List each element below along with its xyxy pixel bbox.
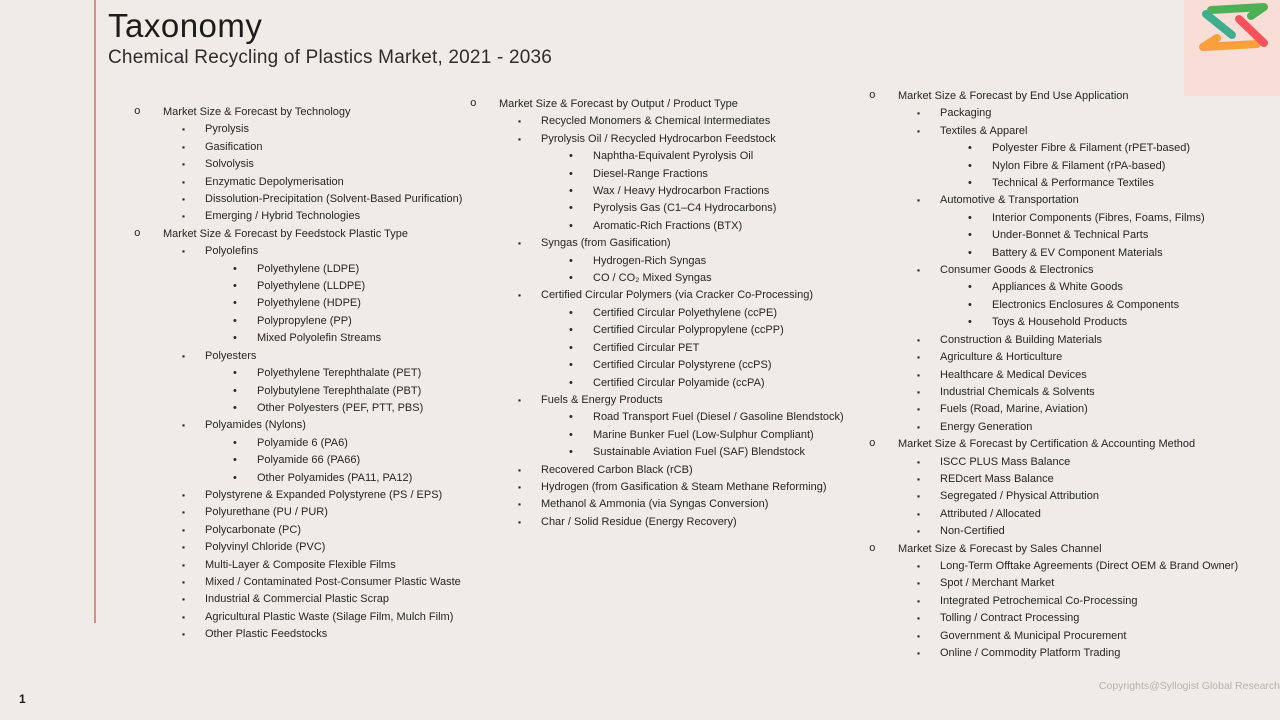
list-item-label: Agricultural Plastic Waste (Silage Film, Mulch Film) — [205, 610, 454, 623]
square-bullet-icon: ▪ — [917, 595, 921, 606]
circle-bullet-icon: o — [134, 106, 141, 118]
list-item — [466, 287, 850, 304]
list-item-label: Hydrogen-Rich Syngas — [593, 254, 707, 267]
list-item — [466, 183, 850, 200]
square-bullet-icon: ▪ — [917, 613, 921, 624]
list-item — [130, 609, 508, 626]
list-item — [466, 113, 850, 130]
taxonomy-column-3 — [865, 88, 1280, 662]
list-item-label: Interior Components (Fibres, Foams, Films) — [992, 211, 1205, 224]
list-item-label: Automotive & Transportation — [940, 194, 1079, 207]
list-item — [865, 419, 1280, 436]
list-item — [865, 140, 1280, 157]
list-item — [865, 175, 1280, 192]
list-item-label: Recycled Monomers & Chemical Intermediates — [541, 115, 771, 128]
list-item-label: Polyvinyl Chloride (PVC) — [205, 541, 326, 554]
dot-bullet-icon: • — [233, 332, 237, 345]
list-item-label: Packaging — [940, 107, 992, 120]
list-item — [130, 487, 508, 504]
list-item-label: Naphtha-Equivalent Pyrolysis Oil — [593, 150, 754, 163]
list-item — [865, 88, 1280, 105]
list-item — [865, 262, 1280, 279]
list-item-label: Electronics Enclosures & Components — [992, 298, 1180, 311]
list-item-label: Mixed / Contaminated Post-Consumer Plastic Waste — [205, 575, 461, 588]
copyright-text: Copyrights@Syllogist Global Research — [1098, 680, 1280, 692]
list-item-label: Market Size & Forecast by Feedstock Plastic Type — [163, 227, 408, 240]
list-item — [130, 417, 508, 434]
dot-bullet-icon: • — [233, 367, 237, 380]
list-item-label: Other Polyamides (PA11, PA12) — [257, 471, 413, 484]
list-item — [130, 470, 508, 487]
list-item-label: Government & Municipal Procurement — [940, 629, 1127, 642]
square-bullet-icon: ▪ — [182, 176, 186, 187]
square-bullet-icon: ▪ — [518, 290, 522, 301]
list-item — [865, 454, 1280, 471]
list-item — [865, 245, 1280, 262]
dot-bullet-icon: • — [569, 306, 573, 319]
slide-header — [108, 6, 552, 69]
list-item — [865, 384, 1280, 401]
list-item-label: Aromatic-Rich Fractions (BTX) — [593, 219, 743, 232]
list-item-label: Market Size & Forecast by Sales Channel — [898, 542, 1102, 555]
list-item — [466, 496, 850, 513]
dot-bullet-icon: • — [233, 314, 237, 327]
dot-bullet-icon: • — [569, 359, 573, 372]
list-item-label: Nylon Fibre & Filament (rPA-based) — [992, 159, 1166, 172]
list-item-label: Non-Certified — [940, 525, 1005, 538]
list-item — [130, 330, 508, 347]
taxonomy-list — [865, 88, 1280, 662]
list-item-label: Syngas (from Gasification) — [541, 237, 671, 250]
square-bullet-icon: ▪ — [182, 124, 186, 135]
circle-bullet-icon: o — [869, 542, 876, 555]
list-item — [865, 297, 1280, 314]
dot-bullet-icon: • — [569, 202, 573, 215]
list-item — [466, 305, 850, 322]
list-item — [130, 452, 508, 469]
list-item — [865, 506, 1280, 523]
list-item-label: Long-Term Offtake Agreements (Direct OEM & Brand Owner) — [940, 559, 1239, 572]
list-item — [865, 349, 1280, 366]
square-bullet-icon: ▪ — [182, 350, 186, 361]
dot-bullet-icon: • — [569, 341, 573, 354]
dot-bullet-icon: • — [968, 298, 972, 311]
list-item — [130, 348, 508, 365]
square-bullet-icon: ▪ — [182, 194, 186, 205]
taxonomy-list — [130, 104, 508, 644]
dot-bullet-icon: • — [569, 167, 573, 180]
list-item-label: Certified Circular Polypropylene (ccPP) — [593, 324, 784, 337]
list-item — [466, 218, 850, 235]
list-item — [466, 409, 850, 426]
list-item — [865, 436, 1280, 453]
list-item-label: Certified Circular Polyamide (ccPA) — [593, 376, 765, 389]
list-item-label: Polyethylene Terephthalate (PET) — [257, 367, 422, 380]
taxonomy-column-2 — [466, 96, 850, 531]
list-item — [130, 574, 508, 591]
square-bullet-icon: ▪ — [182, 611, 186, 622]
list-item — [466, 392, 850, 409]
list-item-label: Polyurethane (PU / PUR) — [205, 506, 328, 519]
list-item — [865, 645, 1280, 662]
list-item — [130, 243, 508, 260]
list-item-label: Road Transport Fuel (Diesel / Gasoline Blendstock) — [593, 411, 844, 424]
list-item — [466, 148, 850, 165]
square-bullet-icon: ▪ — [917, 108, 921, 119]
square-bullet-icon: ▪ — [917, 491, 921, 502]
list-item — [130, 383, 508, 400]
list-item-label: Sustainable Aviation Fuel (SAF) Blendstock — [593, 446, 805, 459]
square-bullet-icon: ▪ — [518, 516, 522, 527]
list-item-label: Recovered Carbon Black (rCB) — [541, 463, 693, 476]
dot-bullet-icon: • — [968, 211, 972, 224]
list-item-label: Certified Circular Polyethylene (ccPE) — [593, 306, 778, 319]
list-item-label: Polyethylene (LLDPE) — [257, 280, 366, 293]
list-item — [865, 227, 1280, 244]
dot-bullet-icon: • — [569, 185, 573, 198]
square-bullet-icon: ▪ — [182, 489, 186, 500]
list-item-label: Market Size & Forecast by Output / Product Type — [499, 98, 738, 110]
dot-bullet-icon: • — [968, 142, 972, 155]
list-item-label: Toys & Household Products — [992, 316, 1128, 329]
dot-bullet-icon: • — [233, 384, 237, 397]
list-item-label: Agriculture & Horticulture — [940, 351, 1063, 364]
list-item — [130, 400, 508, 417]
list-item — [130, 226, 508, 243]
list-item-label: Polyethylene (HDPE) — [257, 297, 361, 310]
list-item — [865, 558, 1280, 575]
list-item — [130, 191, 508, 208]
list-item — [130, 295, 508, 312]
dot-bullet-icon: • — [569, 324, 573, 337]
list-item — [130, 121, 508, 138]
square-bullet-icon: ▪ — [917, 125, 921, 136]
list-item-label: Polyesters — [205, 349, 257, 362]
company-logo-icon — [1194, 2, 1274, 58]
square-bullet-icon: ▪ — [182, 141, 186, 152]
list-item — [130, 365, 508, 382]
list-item-label: Energy Generation — [940, 420, 1033, 433]
square-bullet-icon: ▪ — [518, 499, 522, 510]
list-item-label: Tolling / Contract Processing — [940, 612, 1080, 625]
list-item — [865, 610, 1280, 627]
logo-panel — [1184, 0, 1280, 96]
list-item-label: Pyrolysis Gas (C1–C4 Hydrocarbons) — [593, 202, 777, 215]
list-item — [130, 104, 508, 121]
list-item-label: Attributed / Allocated — [940, 507, 1041, 520]
list-item — [865, 593, 1280, 610]
square-bullet-icon: ▪ — [518, 464, 522, 475]
page-title: Taxonomy — [108, 7, 263, 44]
list-item-label: Enzymatic Depolymerisation — [205, 175, 344, 188]
square-bullet-icon: ▪ — [917, 421, 921, 432]
square-bullet-icon: ▪ — [182, 559, 186, 570]
list-item-label: Market Size & Forecast by Certification & Accounting Method — [898, 438, 1196, 451]
dot-bullet-icon: • — [569, 411, 573, 424]
list-item — [130, 208, 508, 225]
dot-bullet-icon: • — [968, 246, 972, 259]
dot-bullet-icon: • — [569, 272, 573, 285]
dot-bullet-icon: • — [968, 159, 972, 172]
dot-bullet-icon: • — [968, 229, 972, 242]
list-item-label: Multi-Layer & Composite Flexible Films — [205, 558, 396, 571]
list-item-label: Segregated / Physical Attribution — [940, 490, 1099, 503]
list-item — [865, 575, 1280, 592]
dot-bullet-icon: • — [968, 177, 972, 190]
dot-bullet-icon: • — [233, 471, 237, 484]
square-bullet-icon: ▪ — [917, 369, 921, 380]
dot-bullet-icon: • — [968, 316, 972, 329]
list-item-label: REDcert Mass Balance — [940, 472, 1054, 485]
list-item-label: Char / Solid Residue (Energy Recovery) — [541, 515, 737, 528]
dot-bullet-icon: • — [569, 446, 573, 459]
list-item — [130, 278, 508, 295]
square-bullet-icon: ▪ — [182, 159, 186, 170]
square-bullet-icon: ▪ — [917, 265, 921, 276]
dot-bullet-icon: • — [569, 428, 573, 441]
list-item-label: Polypropylene (PP) — [257, 314, 352, 327]
list-item — [865, 471, 1280, 488]
list-item — [865, 279, 1280, 296]
list-item — [466, 200, 850, 217]
dot-bullet-icon: • — [569, 376, 573, 389]
list-item — [130, 139, 508, 156]
square-bullet-icon: ▪ — [917, 352, 921, 363]
list-item-label: Other Polyesters (PEF, PTT, PBS) — [257, 401, 424, 414]
square-bullet-icon: ▪ — [182, 576, 186, 587]
list-item-label: Polybutylene Terephthalate (PBT) — [257, 384, 422, 397]
square-bullet-icon: ▪ — [182, 507, 186, 518]
taxonomy-column-1 — [130, 104, 508, 644]
list-item — [466, 444, 850, 461]
list-item-label: Polyolefins — [205, 245, 259, 258]
list-item — [130, 626, 508, 643]
taxonomy-list — [466, 96, 850, 531]
list-item-label: Consumer Goods & Electronics — [940, 264, 1094, 277]
dot-bullet-icon: • — [233, 436, 237, 449]
list-item — [865, 314, 1280, 331]
list-item — [130, 522, 508, 539]
list-item-label: Pyrolysis — [205, 123, 250, 136]
list-item — [130, 591, 508, 608]
square-bullet-icon: ▪ — [182, 542, 186, 553]
list-item — [865, 332, 1280, 349]
square-bullet-icon: ▪ — [917, 456, 921, 467]
dot-bullet-icon: • — [569, 254, 573, 267]
list-item-label: Polyamides (Nylons) — [205, 419, 306, 432]
list-item-label: Industrial & Commercial Plastic Scrap — [205, 593, 390, 606]
square-bullet-icon: ▪ — [917, 404, 921, 415]
square-bullet-icon: ▪ — [518, 133, 522, 144]
square-bullet-icon: ▪ — [917, 386, 921, 397]
list-item — [466, 479, 850, 496]
square-bullet-icon: ▪ — [518, 116, 522, 127]
list-item — [130, 261, 508, 278]
list-item — [466, 270, 850, 287]
list-item — [865, 158, 1280, 175]
list-item — [865, 523, 1280, 540]
list-item — [130, 539, 508, 556]
list-item — [130, 174, 508, 191]
list-item — [466, 427, 850, 444]
circle-bullet-icon: o — [869, 90, 876, 102]
list-item — [865, 628, 1280, 645]
circle-bullet-icon: o — [134, 227, 141, 240]
square-bullet-icon: ▪ — [182, 629, 186, 640]
dot-bullet-icon: • — [233, 280, 237, 293]
list-item-label: Polycarbonate (PC) — [205, 523, 301, 536]
square-bullet-icon: ▪ — [518, 481, 522, 492]
list-item — [466, 96, 850, 113]
list-item-label: Marine Bunker Fuel (Low-Sulphur Compliant) — [593, 428, 814, 441]
list-item-label: Polystyrene & Expanded Polystyrene (PS / EPS) — [205, 488, 443, 501]
list-item-label: Certified Circular Polymers (via Cracker Co-Processing) — [541, 289, 814, 302]
list-item — [466, 357, 850, 374]
list-item-label: Technical & Performance Textiles — [992, 177, 1154, 190]
square-bullet-icon: ▪ — [182, 524, 186, 535]
list-item-label: CO / CO₂ Mixed Syngas — [593, 272, 712, 285]
dot-bullet-icon: • — [968, 281, 972, 294]
square-bullet-icon: ▪ — [917, 578, 921, 589]
list-item-label: Fuels & Energy Products — [541, 393, 663, 406]
list-item — [130, 313, 508, 330]
square-bullet-icon: ▪ — [917, 648, 921, 658]
square-bullet-icon: ▪ — [182, 211, 186, 222]
list-item — [865, 367, 1280, 384]
list-item-label: Solvolysis — [205, 158, 254, 171]
list-item — [466, 166, 850, 183]
page-subtitle: Chemical Recycling of Plastics Market, 2021 - 2036 — [108, 47, 553, 68]
dot-bullet-icon: • — [569, 150, 573, 163]
list-item-label: Emerging / Hybrid Technologies — [205, 210, 361, 223]
list-item-label: Diesel-Range Fractions — [593, 167, 708, 180]
square-bullet-icon: ▪ — [518, 394, 522, 405]
square-bullet-icon: ▪ — [182, 246, 186, 257]
list-item-label: Industrial Chemicals & Solvents — [940, 385, 1095, 398]
list-item-label: Healthcare & Medical Devices — [940, 368, 1087, 381]
circle-bullet-icon: o — [470, 98, 477, 110]
dot-bullet-icon: • — [233, 297, 237, 310]
list-item — [130, 504, 508, 521]
list-item — [466, 514, 850, 531]
square-bullet-icon: ▪ — [917, 560, 921, 571]
list-item — [130, 435, 508, 452]
list-item-label: Polyamide 6 (PA6) — [257, 436, 348, 449]
list-item-label: Textiles & Apparel — [940, 124, 1028, 137]
list-item-label: Wax / Heavy Hydrocarbon Fractions — [593, 185, 770, 198]
dot-bullet-icon: • — [233, 401, 237, 414]
list-item-label: Market Size & Forecast by End Use Application — [898, 90, 1129, 102]
list-item — [865, 123, 1280, 140]
square-bullet-icon: ▪ — [182, 420, 186, 431]
list-item-label: Pyrolysis Oil / Recycled Hydrocarbon Feedstock — [541, 132, 776, 145]
accent-vertical-line — [94, 0, 96, 623]
list-item-label: Appliances & White Goods — [992, 281, 1123, 294]
square-bullet-icon: ▪ — [917, 195, 921, 206]
square-bullet-icon: ▪ — [518, 238, 522, 249]
list-item — [466, 375, 850, 392]
list-item — [130, 557, 508, 574]
square-bullet-icon: ▪ — [917, 508, 921, 519]
list-item — [865, 401, 1280, 418]
list-item-label: Fuels (Road, Marine, Aviation) — [940, 403, 1088, 416]
square-bullet-icon: ▪ — [182, 594, 186, 605]
square-bullet-icon: ▪ — [917, 473, 921, 484]
list-item-label: Battery & EV Component Materials — [992, 246, 1163, 259]
list-item — [865, 105, 1280, 122]
list-item-label: Integrated Petrochemical Co-Processing — [940, 594, 1138, 607]
list-item-label: Under-Bonnet & Technical Parts — [992, 229, 1149, 242]
dot-bullet-icon: • — [233, 454, 237, 467]
list-item — [865, 488, 1280, 505]
dot-bullet-icon: • — [233, 262, 237, 275]
list-item-label: Hydrogen (from Gasification & Steam Methane Reforming) — [541, 480, 827, 493]
square-bullet-icon: ▪ — [917, 526, 921, 537]
list-item-label: Certified Circular PET — [593, 341, 700, 354]
list-item-label: Market Size & Forecast by Technology — [163, 106, 351, 118]
list-item-label: Certified Circular Polystyrene (ccPS) — [593, 359, 772, 372]
list-item — [466, 131, 850, 148]
square-bullet-icon: ▪ — [917, 334, 921, 345]
circle-bullet-icon: o — [869, 438, 876, 451]
page-number: 1 — [19, 692, 26, 706]
square-bullet-icon: ▪ — [917, 630, 921, 641]
list-item — [865, 541, 1280, 558]
list-item — [130, 156, 508, 173]
list-item-label: Online / Commodity Platform Trading — [940, 647, 1121, 659]
list-item — [466, 235, 850, 252]
list-item-label: Methanol & Ammonia (via Syngas Conversion) — [541, 498, 769, 511]
list-item-label: Other Plastic Feedstocks — [205, 628, 328, 641]
list-item-label: Polyamide 66 (PA66) — [257, 454, 361, 467]
list-item-label: ISCC PLUS Mass Balance — [940, 455, 1071, 468]
list-item-label: Mixed Polyolefin Streams — [257, 332, 382, 345]
list-item-label: Dissolution-Precipitation (Solvent-Based Purification) — [205, 193, 463, 206]
list-item-label: Gasification — [205, 140, 263, 153]
list-item-label: Construction & Building Materials — [940, 333, 1103, 346]
list-item — [865, 210, 1280, 227]
list-item — [865, 192, 1280, 209]
list-item — [466, 462, 850, 479]
list-item — [466, 322, 850, 339]
list-item-label: Spot / Merchant Market — [940, 577, 1055, 590]
list-item — [466, 253, 850, 270]
list-item-label: Polyester Fibre & Filament (rPET-based) — [992, 142, 1191, 155]
dot-bullet-icon: • — [569, 219, 573, 232]
list-item — [466, 340, 850, 357]
list-item-label: Polyethylene (LDPE) — [257, 262, 360, 275]
